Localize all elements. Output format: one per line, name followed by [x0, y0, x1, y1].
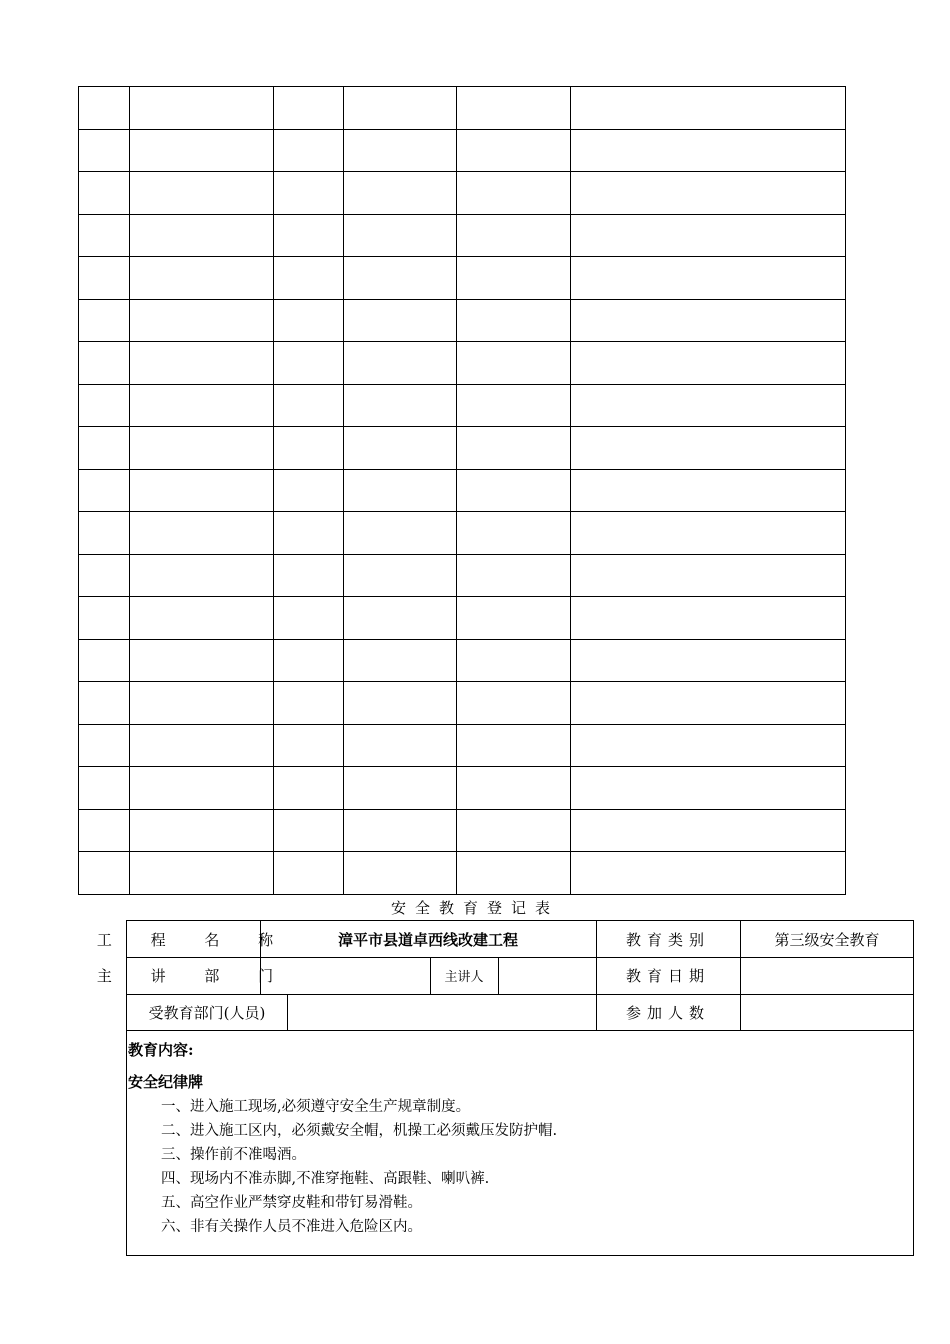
grid-cell[interactable] [274, 809, 344, 852]
grid-cell[interactable] [79, 597, 130, 640]
grid-cell[interactable] [571, 767, 846, 810]
grid-cell[interactable] [130, 214, 274, 257]
grid-cell[interactable] [79, 214, 130, 257]
grid-cell[interactable] [571, 384, 846, 427]
grid-cell[interactable] [274, 384, 344, 427]
safety-rule: 五、高空作业严禁穿皮鞋和带钉易滑鞋。 [161, 1195, 422, 1211]
grid-cell[interactable] [344, 639, 457, 682]
trainee-department-field[interactable] [287, 994, 596, 1030]
grid-cell[interactable] [457, 597, 571, 640]
grid-cell[interactable] [571, 554, 846, 597]
grid-cell[interactable] [274, 724, 344, 767]
grid-cell[interactable] [344, 469, 457, 512]
grid-row [79, 852, 846, 895]
grid-cell[interactable] [571, 724, 846, 767]
grid-cell[interactable] [130, 554, 274, 597]
grid-cell[interactable] [130, 427, 274, 470]
education-content-label: 教育内容: [128, 1041, 194, 1059]
education-type-value[interactable]: 第三级安全教育 [774, 930, 880, 949]
grid-cell[interactable] [457, 384, 571, 427]
grid-cell[interactable] [274, 469, 344, 512]
grid-cell[interactable] [79, 554, 130, 597]
grid-cell[interactable] [571, 257, 846, 300]
grid-cell[interactable] [571, 427, 846, 470]
form-title: 安全教育登记表 [390, 899, 559, 917]
grid-cell[interactable] [344, 129, 457, 172]
grid-cell[interactable] [79, 384, 130, 427]
grid-cell[interactable] [79, 427, 130, 470]
grid-cell[interactable] [457, 87, 571, 130]
grid-cell[interactable] [130, 512, 274, 555]
grid-cell[interactable] [344, 257, 457, 300]
grid-cell[interactable] [457, 767, 571, 810]
grid-cell[interactable] [457, 852, 571, 895]
grid-cell[interactable] [274, 852, 344, 895]
grid-row [79, 724, 846, 767]
grid-cell[interactable] [130, 469, 274, 512]
grid-row [79, 299, 846, 342]
grid-cell[interactable] [571, 87, 846, 130]
grid-cell[interactable] [79, 809, 130, 852]
registration-form [96, 920, 914, 1256]
grid-row [79, 767, 846, 810]
grid-row [79, 87, 846, 130]
grid-row [79, 809, 846, 852]
grid-row [79, 682, 846, 725]
grid-cell[interactable] [344, 767, 457, 810]
grid-cell[interactable] [274, 87, 344, 130]
grid-cell[interactable] [457, 724, 571, 767]
grid-cell[interactable] [457, 554, 571, 597]
grid-cell[interactable] [571, 639, 846, 682]
lecture-department-label: 主 讲 部 门 [96, 967, 291, 985]
grid-cell[interactable] [79, 129, 130, 172]
grid-cell[interactable] [457, 172, 571, 215]
grid-cell[interactable] [457, 214, 571, 257]
grid-cell[interactable] [457, 129, 571, 172]
safety-discipline-heading: 安全纪律牌 [128, 1073, 204, 1091]
grid-cell[interactable] [274, 342, 344, 385]
lecture-department-field[interactable] [260, 957, 430, 994]
grid-cell[interactable] [79, 299, 130, 342]
project-name-value[interactable]: 漳平市县道卓西线改建工程 [337, 930, 518, 949]
trainee-department-label: 受教育部门(人员) [148, 1003, 266, 1022]
grid-cell[interactable] [274, 129, 344, 172]
grid-row [79, 597, 846, 640]
grid-cell[interactable] [344, 724, 457, 767]
grid-cell[interactable] [457, 809, 571, 852]
grid-cell[interactable] [571, 172, 846, 215]
grid-cell[interactable] [274, 767, 344, 810]
safety-rule: 四、现场内不准赤脚,不准穿拖鞋、高跟鞋、喇叭裤. [161, 1171, 490, 1187]
grid-cell[interactable] [571, 512, 846, 555]
grid-cell[interactable] [344, 299, 457, 342]
grid-row [79, 639, 846, 682]
grid-cell[interactable] [457, 299, 571, 342]
grid-cell[interactable] [79, 172, 130, 215]
grid-cell[interactable] [130, 172, 274, 215]
education-type-label: 教育类别 [625, 930, 710, 949]
safety-rules-list [161, 1095, 557, 1239]
grid-cell[interactable] [571, 682, 846, 725]
grid-row [79, 554, 846, 597]
grid-cell[interactable] [79, 639, 130, 682]
grid-cell[interactable] [130, 129, 274, 172]
participants-count-label: 参加人数 [625, 1003, 710, 1022]
grid-cell[interactable] [571, 342, 846, 385]
education-date-field[interactable] [740, 957, 914, 994]
grid-cell[interactable] [274, 214, 344, 257]
grid-cell[interactable] [79, 87, 130, 130]
grid-cell[interactable] [79, 512, 130, 555]
grid-row [79, 469, 846, 512]
grid-cell[interactable] [79, 852, 130, 895]
grid-cell[interactable] [274, 682, 344, 725]
grid-cell[interactable] [274, 257, 344, 300]
grid-row [79, 512, 846, 555]
grid-cell[interactable] [130, 852, 274, 895]
grid-cell[interactable] [344, 809, 457, 852]
grid-cell[interactable] [274, 172, 344, 215]
grid-cell[interactable] [344, 597, 457, 640]
grid-cell[interactable] [344, 384, 457, 427]
blank-record-grid [78, 86, 846, 895]
grid-cell[interactable] [457, 639, 571, 682]
grid-cell[interactable] [571, 469, 846, 512]
grid-row [79, 342, 846, 385]
grid-row [79, 384, 846, 427]
grid-cell[interactable] [79, 724, 130, 767]
row-divider [127, 1030, 913, 1031]
grid-cell[interactable] [130, 597, 274, 640]
grid-cell[interactable] [79, 342, 130, 385]
grid-cell[interactable] [571, 597, 846, 640]
grid-cell[interactable] [274, 299, 344, 342]
grid-cell[interactable] [130, 342, 274, 385]
education-date-label: 教育日期 [625, 967, 710, 985]
grid-cell[interactable] [79, 767, 130, 810]
grid-cell[interactable] [130, 639, 274, 682]
grid-cell[interactable] [571, 809, 846, 852]
grid-cell[interactable] [274, 554, 344, 597]
grid-cell[interactable] [344, 682, 457, 725]
grid-cell[interactable] [457, 342, 571, 385]
grid-cell[interactable] [130, 87, 274, 130]
grid-cell[interactable] [130, 809, 274, 852]
grid-cell[interactable] [274, 597, 344, 640]
grid-row [79, 129, 846, 172]
grid-cell[interactable] [457, 427, 571, 470]
grid-row [79, 257, 846, 300]
grid-cell[interactable] [571, 852, 846, 895]
grid-cell[interactable] [457, 512, 571, 555]
safety-rule: 一、进入施工现场,必须遵守安全生产规章制度。 [161, 1099, 471, 1115]
grid-cell[interactable] [571, 129, 846, 172]
lecturer-field[interactable] [498, 957, 596, 994]
project-name-label: 工 程 名 称 [96, 930, 291, 949]
grid-cell[interactable] [457, 257, 571, 300]
grid-cell[interactable] [344, 554, 457, 597]
grid-cell[interactable] [130, 767, 274, 810]
grid-row [79, 214, 846, 257]
grid-row [79, 172, 846, 215]
grid-cell[interactable] [571, 214, 846, 257]
grid-row [79, 427, 846, 470]
grid-cell[interactable] [130, 682, 274, 725]
grid-cell[interactable] [344, 172, 457, 215]
grid-cell[interactable] [344, 512, 457, 555]
safety-rule: 六、非有关操作人员不准进入危险区内。 [161, 1219, 422, 1235]
grid-cell[interactable] [344, 342, 457, 385]
grid-cell[interactable] [130, 724, 274, 767]
grid-cell[interactable] [130, 384, 274, 427]
grid-cell[interactable] [79, 682, 130, 725]
lecturer-label: 主讲人 [444, 970, 484, 985]
participants-count-field[interactable] [740, 994, 914, 1030]
grid-cell[interactable] [344, 852, 457, 895]
grid-cell[interactable] [274, 639, 344, 682]
grid-cell[interactable] [457, 682, 571, 725]
grid-cell[interactable] [130, 257, 274, 300]
grid-cell[interactable] [457, 469, 571, 512]
grid-cell[interactable] [274, 427, 344, 470]
grid-cell[interactable] [130, 299, 274, 342]
grid-cell[interactable] [344, 214, 457, 257]
grid-cell[interactable] [79, 469, 130, 512]
grid-cell[interactable] [344, 87, 457, 130]
grid-cell[interactable] [79, 257, 130, 300]
grid-cell[interactable] [344, 427, 457, 470]
safety-rule: 二、进入施工区内，必须戴安全帽，机操工必须戴压发防护帽. [161, 1123, 558, 1139]
safety-rule: 三、操作前不准喝酒。 [161, 1147, 306, 1163]
grid-cell[interactable] [571, 299, 846, 342]
grid-cell[interactable] [274, 512, 344, 555]
